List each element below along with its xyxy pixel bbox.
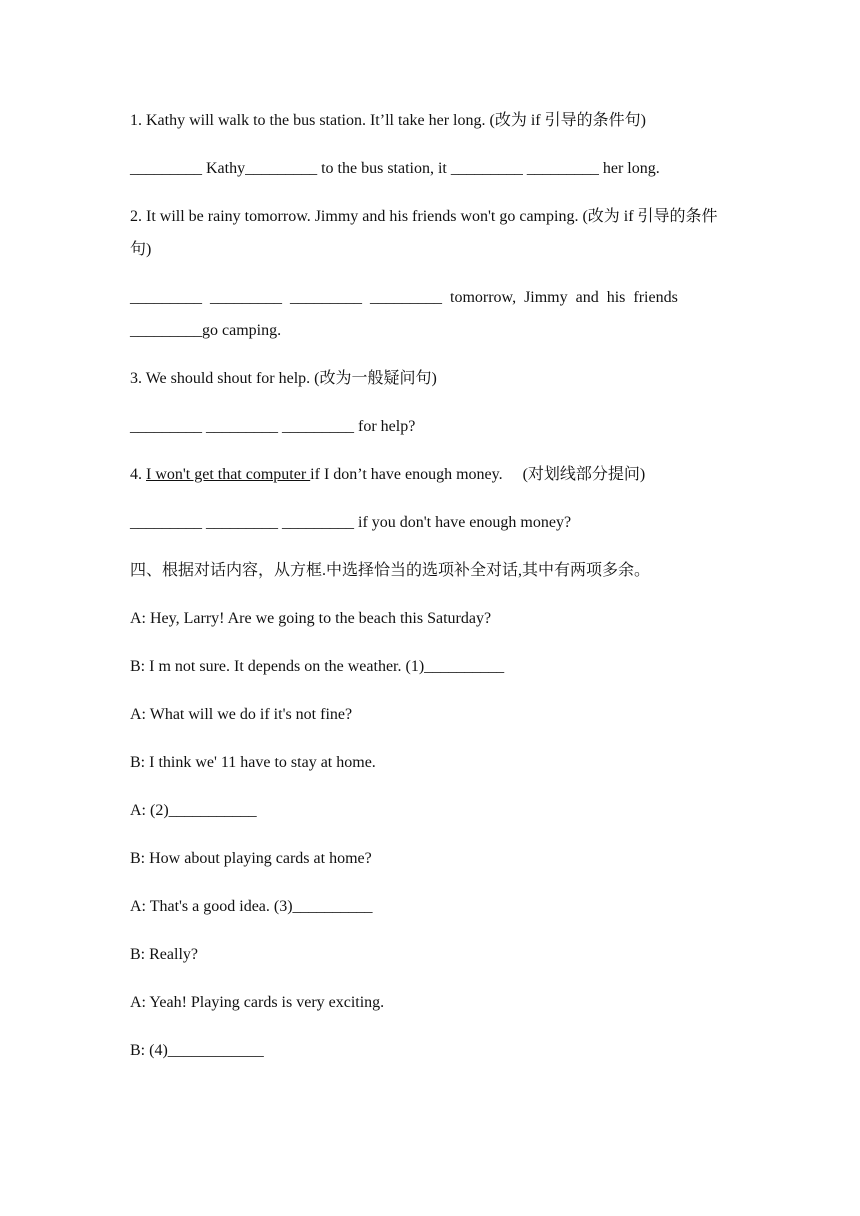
dialogue-line: A: (2)___________: [130, 802, 257, 819]
dialogue-line: A: What will we do if it's not fine?: [130, 706, 353, 723]
dialogue-line: A: That's a good idea. (3)__________: [130, 898, 373, 915]
section-4-heading: 四、根据对话内容，从方框.中选择恰当的选项补全对话,其中有两项多余。: [130, 562, 651, 579]
q4-number: 4.: [130, 466, 146, 483]
dialogue-line: B: How about playing cards at home?: [130, 850, 372, 867]
q2-answer-line-1: _________ _________ _________ _________ tomorrow, Jimmy and his friends: [130, 289, 678, 306]
q4-rest: if I don’t have enough money. (对划线部分提问): [310, 466, 646, 483]
q1-prompt: 1. Kathy will walk to the bus station. It’ll take her long. (改为 if 引导的条件句): [130, 112, 646, 129]
q1-answer-line: _________ Kathy_________ to the bus station, it _________ _________ her long.: [130, 160, 660, 177]
dialogue-line: B: (4)____________: [130, 1042, 264, 1059]
dialogue-line: B: Really?: [130, 946, 198, 963]
dialogue-line: A: Hey, Larry! Are we going to the beach this Saturday?: [130, 610, 492, 627]
dialogue-line: B: I m not sure. It depends on the weather. (1)__________: [130, 658, 505, 675]
q4-prompt: [130, 458, 732, 491]
q3-prompt: 3. We should shout for help. (改为一般疑问句): [130, 370, 437, 387]
q2-answer-line-2: _________go camping.: [130, 322, 282, 339]
dialogue-line: A: Yeah! Playing cards is very exciting.: [130, 994, 385, 1011]
q3-answer-line: _________ _________ _________ for help?: [130, 418, 416, 435]
q4-answer-line: _________ _________ _________ if you don't have enough money?: [130, 514, 572, 531]
q2-prompt: 2. It will be rainy tomorrow. Jimmy and his friends won't go camping. (改为 if 引导的条件句): [130, 208, 718, 258]
dialogue-line: B: I think we' 11 have to stay at home.: [130, 754, 376, 771]
dialogue: [130, 602, 732, 1067]
q4-underlined-part: I won't get that computer: [146, 466, 311, 483]
worksheet-page: [130, 104, 732, 1067]
